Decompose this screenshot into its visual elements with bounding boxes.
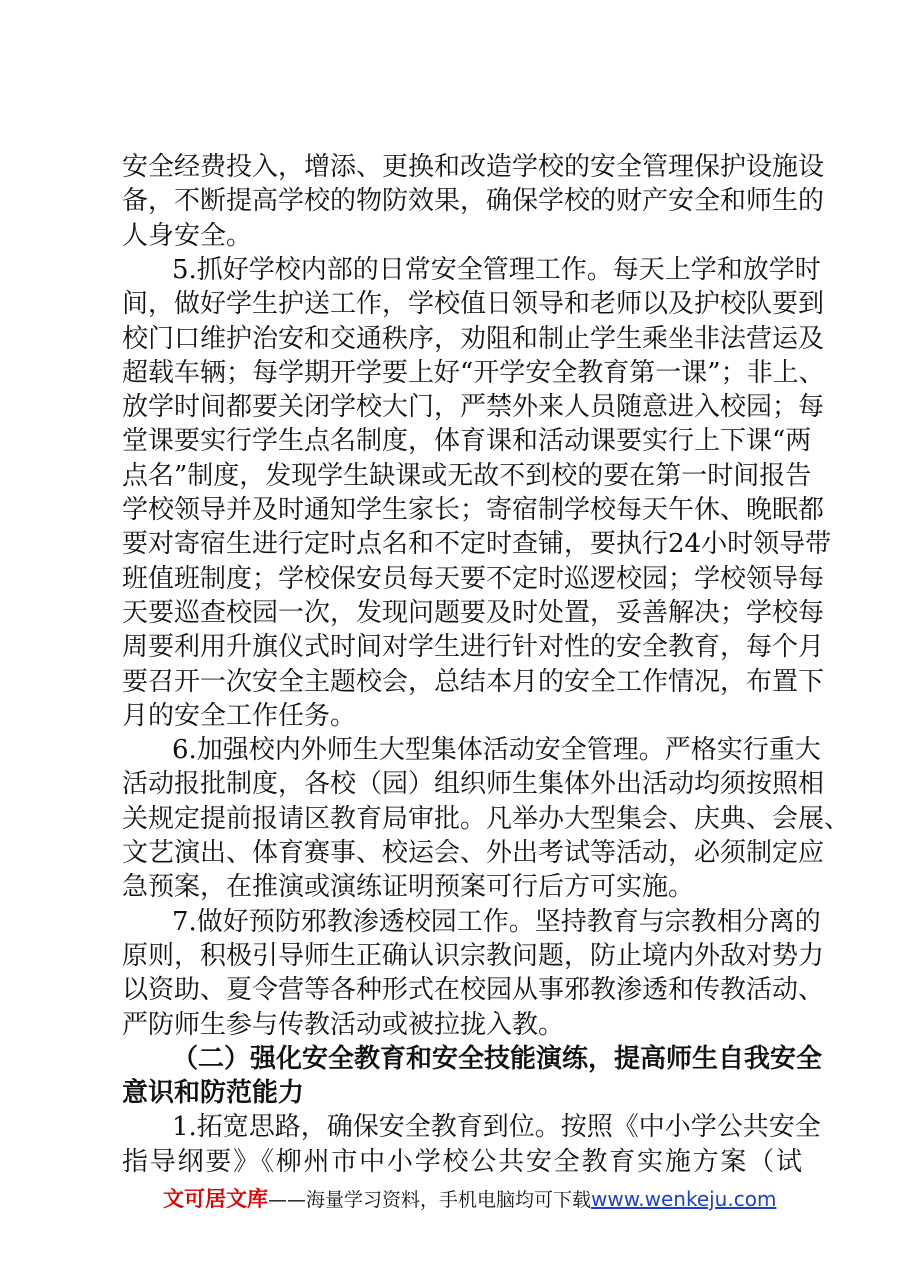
paragraph-line: 放学时间都要关闭学校大门，严禁外来人员随意进入校园；每 — [122, 392, 825, 423]
paragraph-line: 要召开一次安全主题校会，总结本月的安全工作情况，布置下 — [122, 666, 825, 697]
paragraph-line: 7.做好预防邪教渗透校园工作。坚持教育与宗教相分离的 — [172, 906, 821, 937]
paragraph-line: 活动报批制度，各校（园）组织师生集体外出活动均须按照相 — [122, 769, 825, 800]
paragraph-line: 要对寄宿生进行定时点名和不定时查铺，要执行24小时领导带 — [122, 529, 832, 560]
paragraph-line: 安全经费投入，增添、更换和改造学校的安全管理保护设施设 — [122, 152, 825, 182]
paragraph-line: 原则，积极引导师生正确认识宗教问题，防止境内外敌对势力 — [122, 940, 825, 971]
paragraph-line: 点名”制度，发现学生缺课或无故不到校的要在第一时间报告 — [122, 460, 812, 491]
paragraph-line: 备，不断提高学校的物防效果，确保学校的财产安全和师生的 — [122, 186, 825, 217]
paragraph-line: 堂课要实行学生点名制度，体育课和活动课要实行上下课“两 — [122, 426, 812, 457]
paragraph-line: 指导纲要》《柳州市中小学校公共安全教育实施方案（试 — [122, 1146, 802, 1177]
paragraph-line: 文艺演出、体育赛事、校运会、外出考试等活动，必须制定应 — [122, 838, 825, 868]
paragraph-line: 周要利用升旗仪式时间对学生进行针对性的安全教育，每个月 — [122, 632, 825, 663]
paragraph-line: 1.拓宽思路，确保安全教育到位。按照《中小学公共安全 — [172, 1112, 821, 1143]
section-heading-line: 意识和防范能力 — [122, 1078, 305, 1109]
paragraph-line: 月的安全工作任务。 — [122, 700, 357, 731]
paragraph-line: 严防师生参与传教活动或被拉拢入教。 — [122, 1009, 565, 1040]
paragraph-line: 班值班制度；学校保安员每天要不定时巡逻校园；学校领导每 — [122, 563, 825, 594]
paragraph-line: 学校领导并及时通知学生家长；寄宿制学校每天午休、晚眠都 — [122, 495, 825, 525]
section-heading-line: （二）强化安全教育和安全技能演练，提高师生自我安全 — [172, 1043, 823, 1074]
footer-brand: 文可居文库 — [163, 1187, 268, 1211]
paragraph-line: 6.加强校内外师生大型集体活动安全管理。严格实行重大 — [172, 735, 821, 766]
watermark-footer — [163, 1184, 776, 1214]
paragraph-line: 关规定提前报请区教育局审批。凡举办大型集会、庆典、会展、 — [122, 803, 851, 834]
paragraph-line: 校门口维护治安和交通秩序，劝阻和制止学生乘坐非法营运及 — [122, 323, 825, 354]
paragraph-line: 间，做好学生护送工作，学校值日领导和老师以及护校队要到 — [122, 289, 825, 320]
footer-tagline: ——海量学习资料，手机电脑均可下载 — [268, 1189, 592, 1211]
footer-url-link[interactable]: www.wenkeju.com — [591, 1187, 777, 1211]
paragraph-line: 超载车辆；每学期开学要上好“开学安全教育第一课”；非上、 — [122, 357, 825, 388]
paragraph-line: 以资助、夏令营等各种形式在校园从事邪教渗透和传教活动、 — [122, 975, 825, 1006]
paragraph-line: 人身安全。 — [122, 220, 253, 251]
paragraph-line: 天要巡查校园一次，发现问题要及时处置，妥善解决；学校每 — [122, 597, 825, 628]
paragraph-line: 5.抓好学校内部的日常安全管理工作。每天上学和放学时 — [172, 254, 821, 285]
paragraph-line: 急预案，在推演或演练证明预案可行后方可实施。 — [122, 872, 695, 903]
